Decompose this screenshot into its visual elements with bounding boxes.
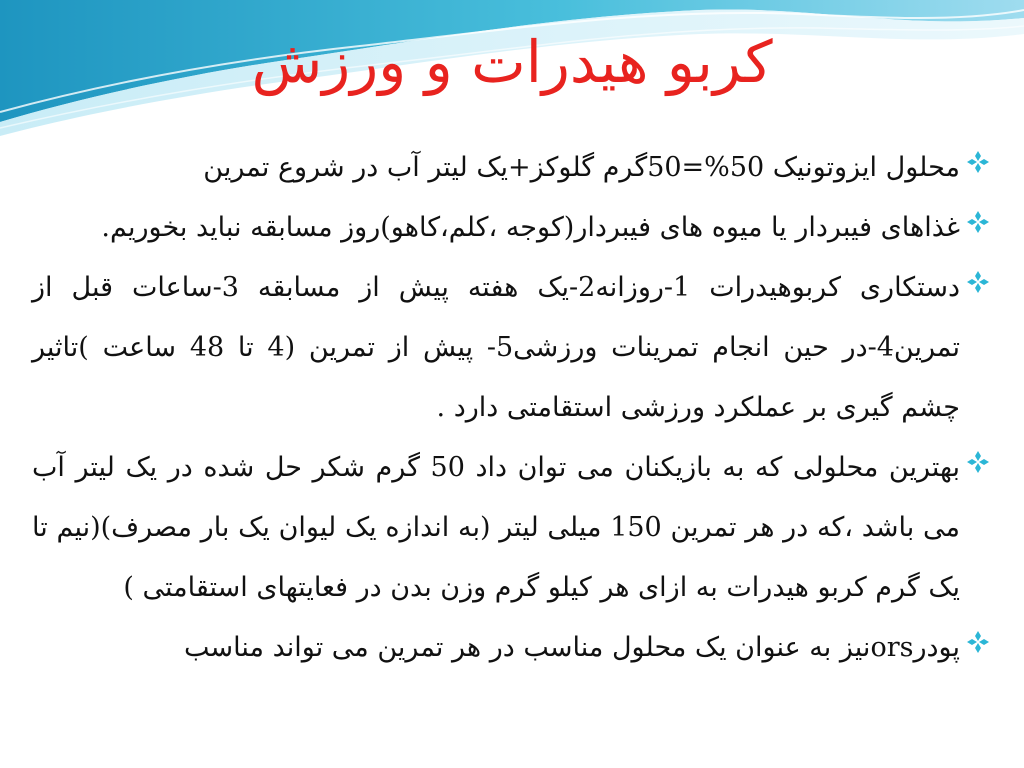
diamond-bullet-icon [966,630,990,654]
diamond-bullet-icon [966,450,990,474]
bullet-item [32,438,990,618]
bullet-text: دستکاری کربوهیدرات 1-روزانه2-یک هفته پیش از مسابقه 3-ساعات قبل از تمرین4-در حین انجام تمرینات ورزشی5- پیش از تمرین (4 تا 48 ساعت )تاثیر چشم گیری بر عملکرد ورزشی استقامتی دارد . [32,272,961,423]
diamond-bullet-icon [966,210,990,234]
bullet-text: غذاهای فیبردار یا میوه های فیبردار(کوجه ،کلم،کاهو)روز مسابقه نباید بخوریم. [101,212,960,243]
bullet-item [32,138,990,198]
bullet-item [32,258,990,438]
bullet-list [32,138,990,678]
diamond-bullet-icon [966,150,990,174]
bullet-item [32,618,990,678]
bullet-item [32,198,990,258]
diamond-bullet-icon [966,270,990,294]
bullet-text: پودرorsنیز به عنوان یک محلول مناسب در هر تمرین می تواند مناسب [184,632,960,663]
bullet-text: بهترین محلولی که به بازیکنان می توان داد 50 گرم شکر حل شده در یک لیتر آب می باشد ،که در هر تمرین 150 میلی لیتر (به اندازه یک لیوان یک بار مصرف)(نیم تا یک گرم کربو هیدرات به ازای هر کیلو گرم وزن بدن در فعایتهای استقامتی ) [32,452,960,603]
bullet-text: محلول ایزوتونیک 50%=50گرم گلوکز+یک لیتر آب در شروع تمرین [203,152,960,183]
slide-title: کربو هیدرات و ورزش [251,28,773,96]
